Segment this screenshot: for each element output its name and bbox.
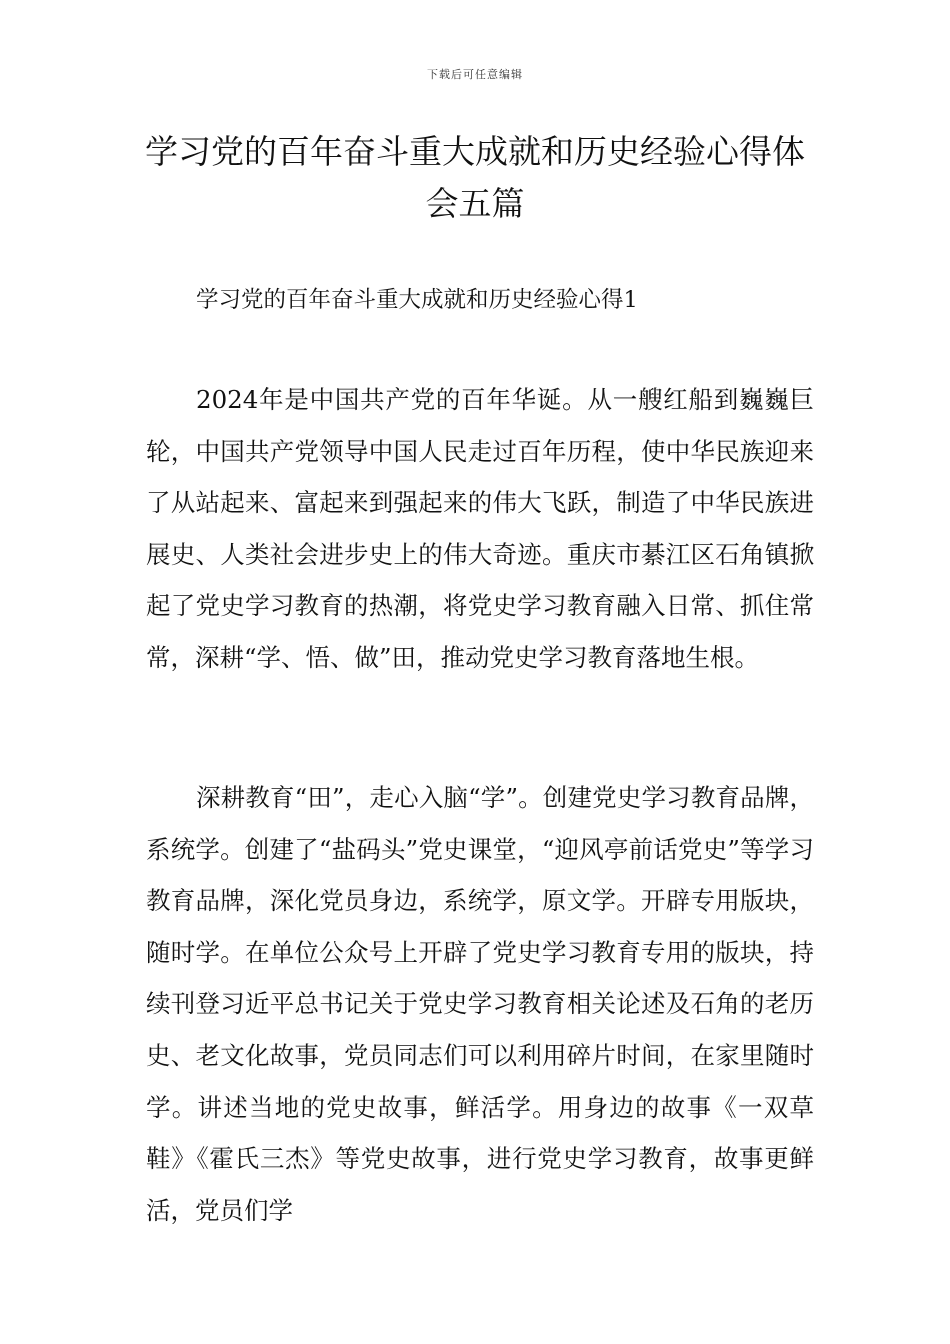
header-note: 下载后可任意编辑	[427, 68, 523, 81]
document-title: 学习党的百年奋斗重大成就和历史经验心得体会五篇	[145, 132, 805, 223]
paragraph-1: 2024年是中国共产党的百年华诞。从一艘红船到巍巍巨轮，中国共产党领导中国人民走过百年历程，使中华民族迎来了从站起来、富起来到强起来的伟大飞跃，制造了中华民族进展史、人类社会进步史上的伟大奇迹。重庆市綦江区石角镇掀起了党史学习教育的热潮，将党史学习教育融入日常、抓住常常，深耕“学、悟、做”田，推动党史学习教育落地生根。	[146, 385, 814, 672]
section-heading: 学习党的百年奋斗重大成就和历史经验心得1	[196, 287, 638, 313]
paragraph-2: 深耕教育“田”，走心入脑“学”。创建党史学习教育品牌，系统学。创建了“盐码头”党史课堂，“迎风亭前话党史”等学习教育品牌，深化党员身边，系统学，原文学。开辟专用版块，随时学。在单位公众号上开辟了党史学习教育专用的版块，持续刊登习近平总书记关于党史学习教育相关论述及石角的老历史、老文化故事，党员同志们可以利用碎片时间，在家里随时学。讲述当地的党史故事，鲜活学。用身边的故事《一双草鞋》《霍氏三杰》等党史故事，进行党史学习教育，故事更鲜活，党员们学	[146, 783, 814, 1225]
